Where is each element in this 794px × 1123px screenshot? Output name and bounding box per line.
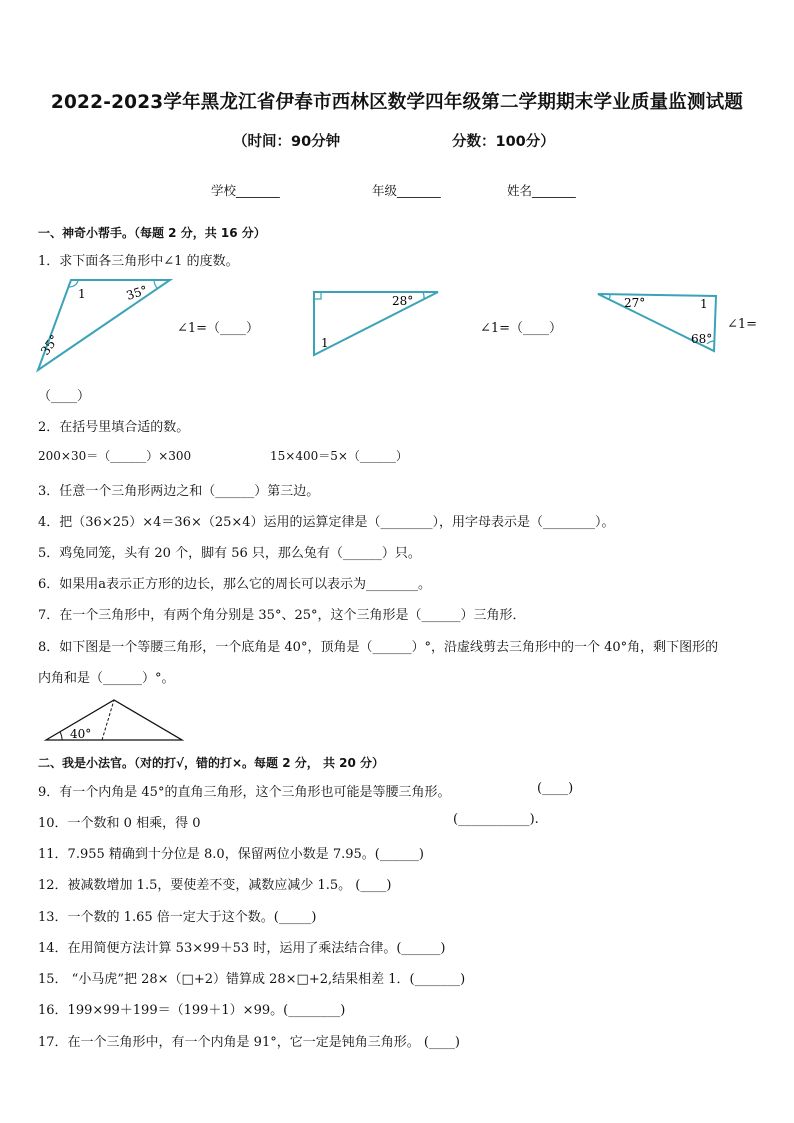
question-11[interactable]: 11．7.955 精确到十分位是 8.0，保留两位小数是 7.95。(______) <box>38 847 424 862</box>
triangle-2-arc <box>423 292 424 299</box>
answer-1b[interactable]: ∠1=（____） <box>480 321 563 336</box>
question-8-line-1[interactable]: 8．如下图是一个等腰三角形，一个底角是 40°，顶角是（______）°，沿虚线剪去三角形中的一个 40°角，剩下图形的 <box>38 640 719 655</box>
question-2b[interactable]: 15×400＝5×（______） <box>270 449 408 463</box>
question-9: 9．有一个内角是 45°的直角三角形，这个三角形也可能是等腰三角形。 <box>38 785 451 800</box>
answer-1a[interactable]: ∠1=（____） <box>177 321 260 336</box>
question-2: 2．在括号里填合适的数。 <box>38 420 190 435</box>
question-1: 1．求下面各三角形中∠1 的度数。 <box>38 254 239 269</box>
triangle-2-mark: 1 <box>321 336 329 350</box>
question-4[interactable]: 4．把（36×25）×4＝36×（25×4）运用的运算定律是（________），用字母表示是（________）。 <box>38 515 615 530</box>
question-15[interactable]: 15． “小马虎”把 28×（□+2）错算成 28×□+2,结果相差 1．(_______) <box>38 972 466 987</box>
grade-field: 年级_______ <box>372 183 441 198</box>
time-label: （时间：90分钟 <box>233 134 341 150</box>
answer-1c[interactable]: ∠1= <box>727 317 758 332</box>
base-angle-label: 40° <box>70 727 92 741</box>
question-2a[interactable]: 200×30＝（______）×300 <box>38 449 192 463</box>
question-16[interactable]: 16．199×99＋199＝（199＋1）×99。(________) <box>38 1003 346 1018</box>
section-1-heading: 一、神奇小帮手。（每题 2 分，共 16 分） <box>38 226 266 240</box>
triangle-2-right-angle <box>314 292 321 299</box>
question-8-line-2[interactable]: 内角和是（______）°。 <box>38 671 175 686</box>
page-title: 2022-2023学年黑龙江省伊春市西林区数学四年级第二学期期末学业质量监测试题 <box>50 92 744 113</box>
triangle-2-shape <box>314 292 438 355</box>
triangle-3-angle-left: 27° <box>624 296 646 310</box>
triangle-1-shape <box>38 280 170 370</box>
section-2-heading: 二、我是小法官。（对的打√，错的打×。每题 2 分， 共 20 分） <box>38 756 384 770</box>
question-7[interactable]: 7．在一个三角形中，有两个角分别是 35°、25°，这个三角形是（______）三角形． <box>38 608 526 623</box>
triangle-3-figure <box>596 292 721 356</box>
question-6[interactable]: 6．如果用a表示正方形的边长，那么它的周长可以表示为________。 <box>38 577 432 592</box>
question-9-blank[interactable]: (____) <box>537 781 574 796</box>
triangle-1-arc-right <box>154 281 157 288</box>
question-17[interactable]: 17．在一个三角形中，有一个内角是 91°，它一定是钝角三角形。 (____) <box>38 1035 460 1050</box>
question-10-blank[interactable]: (___________). <box>453 812 539 827</box>
triangle-3-angle-right: 68° <box>691 332 713 346</box>
triangle-2-angle: 28° <box>392 294 414 308</box>
triangle-2-figure <box>312 290 442 358</box>
question-13[interactable]: 13．一个数的 1.65 倍一定大于这个数。(_____) <box>38 910 317 925</box>
question-5[interactable]: 5．鸡兔同笼，头有 20 个，脚有 56 只，那么兔有（______）只。 <box>38 546 421 561</box>
question-3[interactable]: 3．任意一个三角形两边之和（______）第三边。 <box>38 484 320 499</box>
answer-1c-cont[interactable]: （____） <box>38 389 91 404</box>
name-field: 姓名_______ <box>507 183 576 198</box>
triangle-1-angle-top: 35° <box>124 282 150 303</box>
triangle-1-mark: 1 <box>78 287 86 301</box>
school-field: 学校_______ <box>211 183 280 198</box>
triangle-1-figure <box>36 278 176 373</box>
triangle-1-angle-bottom: 35° <box>37 332 62 358</box>
isosceles-triangle-figure <box>44 698 184 742</box>
question-10: 10．一个数和 0 相乘，得 0 <box>38 816 201 831</box>
question-12[interactable]: 12．被减数增加 1.5，要使差不变，减数应减少 1.5。 (____) <box>38 878 392 893</box>
triangle-3-mark: 1 <box>700 297 708 311</box>
question-14[interactable]: 14．在用简便方法计算 53×99＋53 时，运用了乘法结合律。(______) <box>38 941 446 956</box>
score-label: 分数：100分） <box>452 134 555 150</box>
base-angle-arc <box>60 732 62 740</box>
isosceles-triangle-shape <box>46 700 182 740</box>
